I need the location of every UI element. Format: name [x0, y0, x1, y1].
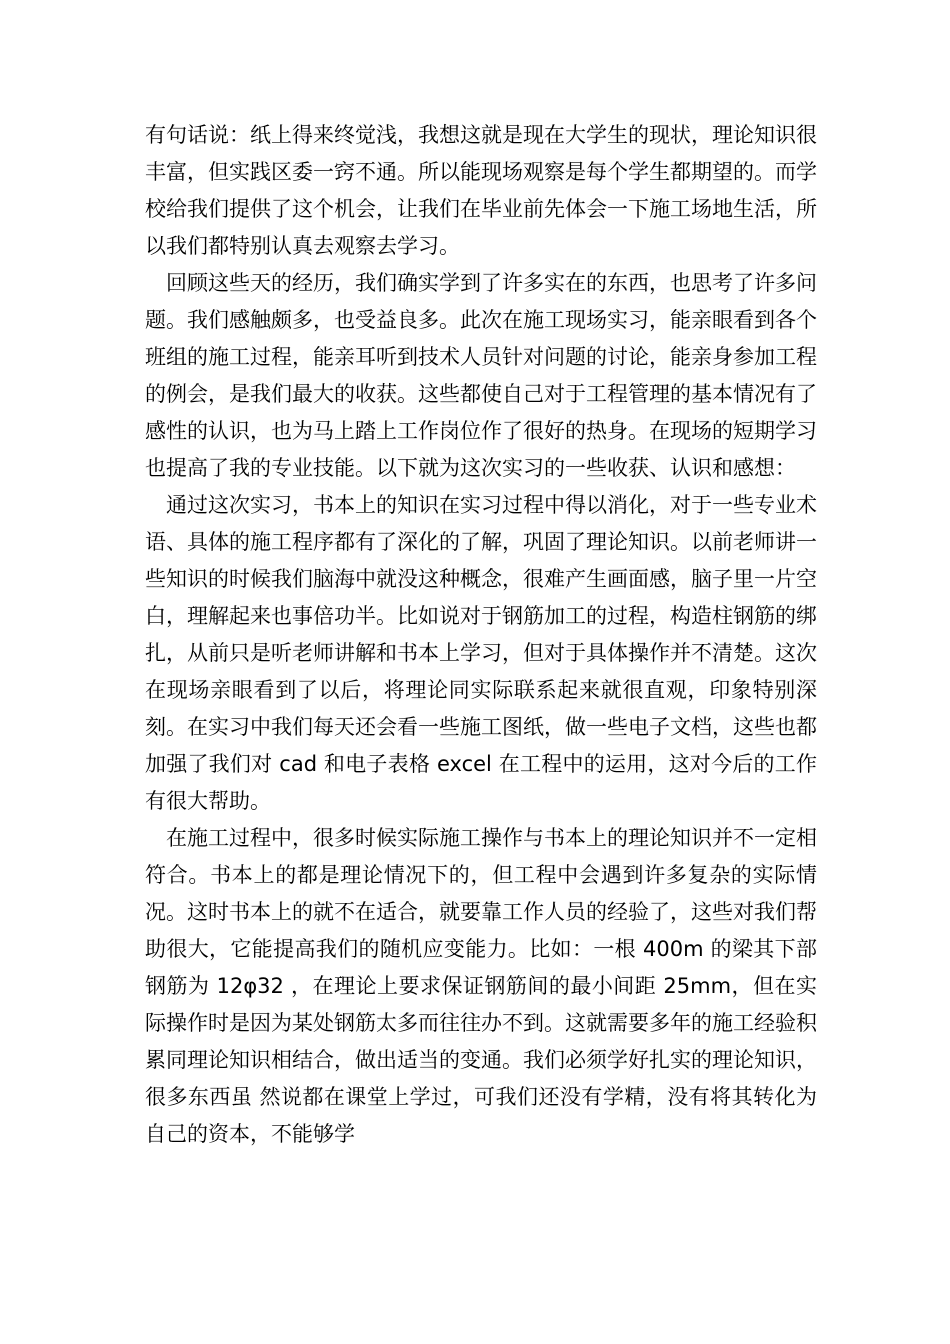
paragraph-2: 回顾这些天的经历，我们确实学到了许多实在的东西，也思考了许多问题。我们感触颇多，也受益良多。此次在施工现场实习，能亲眼看到各个班组的施工过程，能亲耳听到技术人员针对问题的讨论，能亲身参加工程的例会，是我们最大的收获。这些都使自己对于工程管理的基本情况有了感性的认识，也为马上踏上工作岗位作了很好的热身。在现场的短期学习也提高了我的专业技能。以下就为这次实习的一些收获、认识和感想： [145, 271, 817, 480]
paragraph-1: 有句话说：纸上得来终觉浅，我想这就是现在大学生的现状，理论知识很丰富，但实践区委一窍不通。所以能现场观察是每个学生都期望的。而学校给我们提供了这个机会，让我们在毕业前先体会一下施工场地生活，所以我们都特别认真去观察去学习。 [145, 123, 817, 258]
paragraph-4: 在施工过程中，很多时候实际施工操作与书本上的理论知识并不一定相符合。书本上的都是理论情况下的，但工程中会遇到许多复杂的实际情况。这时书本上的就不在适合，就要靠工作人员的经验了，这些对我们帮助很大，它能提高我们的随机应变能力。比如：一根 400m 的梁其下部钢筋为 12φ32 ，在理论上要求保证钢筋间的最小间距 25mm，但在实际操作时是因为某处钢筋太多而往往办不到。这就需要多年的施工经验积累同理论知识相结合，做出适当的变通。我们必须学好扎实的理论知识，很多东西虽 然说都在课堂上学过，可我们还没有学精，没有将其转化为自己的资本，不能够学 [145, 826, 817, 1146]
paragraph-3: 通过这次实习，书本上的知识在实习过程中得以消化，对于一些专业术语、具体的施工程序都有了深化的了解，巩固了理论知识。以前老师讲一些知识的时候我们脑海中就没这种概念，很难产生画面感，脑子里一片空白，理解起来也事倍功半。比如说对于钢筋加工的过程，构造柱钢筋的绑扎，从前只是听老师讲解和书本上学习，但对于具体操作并不清楚。这次在现场亲眼看到了以后，将理论同实际联系起来就很直观，印象特别深刻。在实习中我们每天还会看一些施工图纸，做一些电子文档，这些也都加强了我们对 cad 和电子表格 excel 在工程中的运用，这对今后的工作有很大帮助。 [145, 493, 817, 813]
document-body [145, 117, 817, 1153]
